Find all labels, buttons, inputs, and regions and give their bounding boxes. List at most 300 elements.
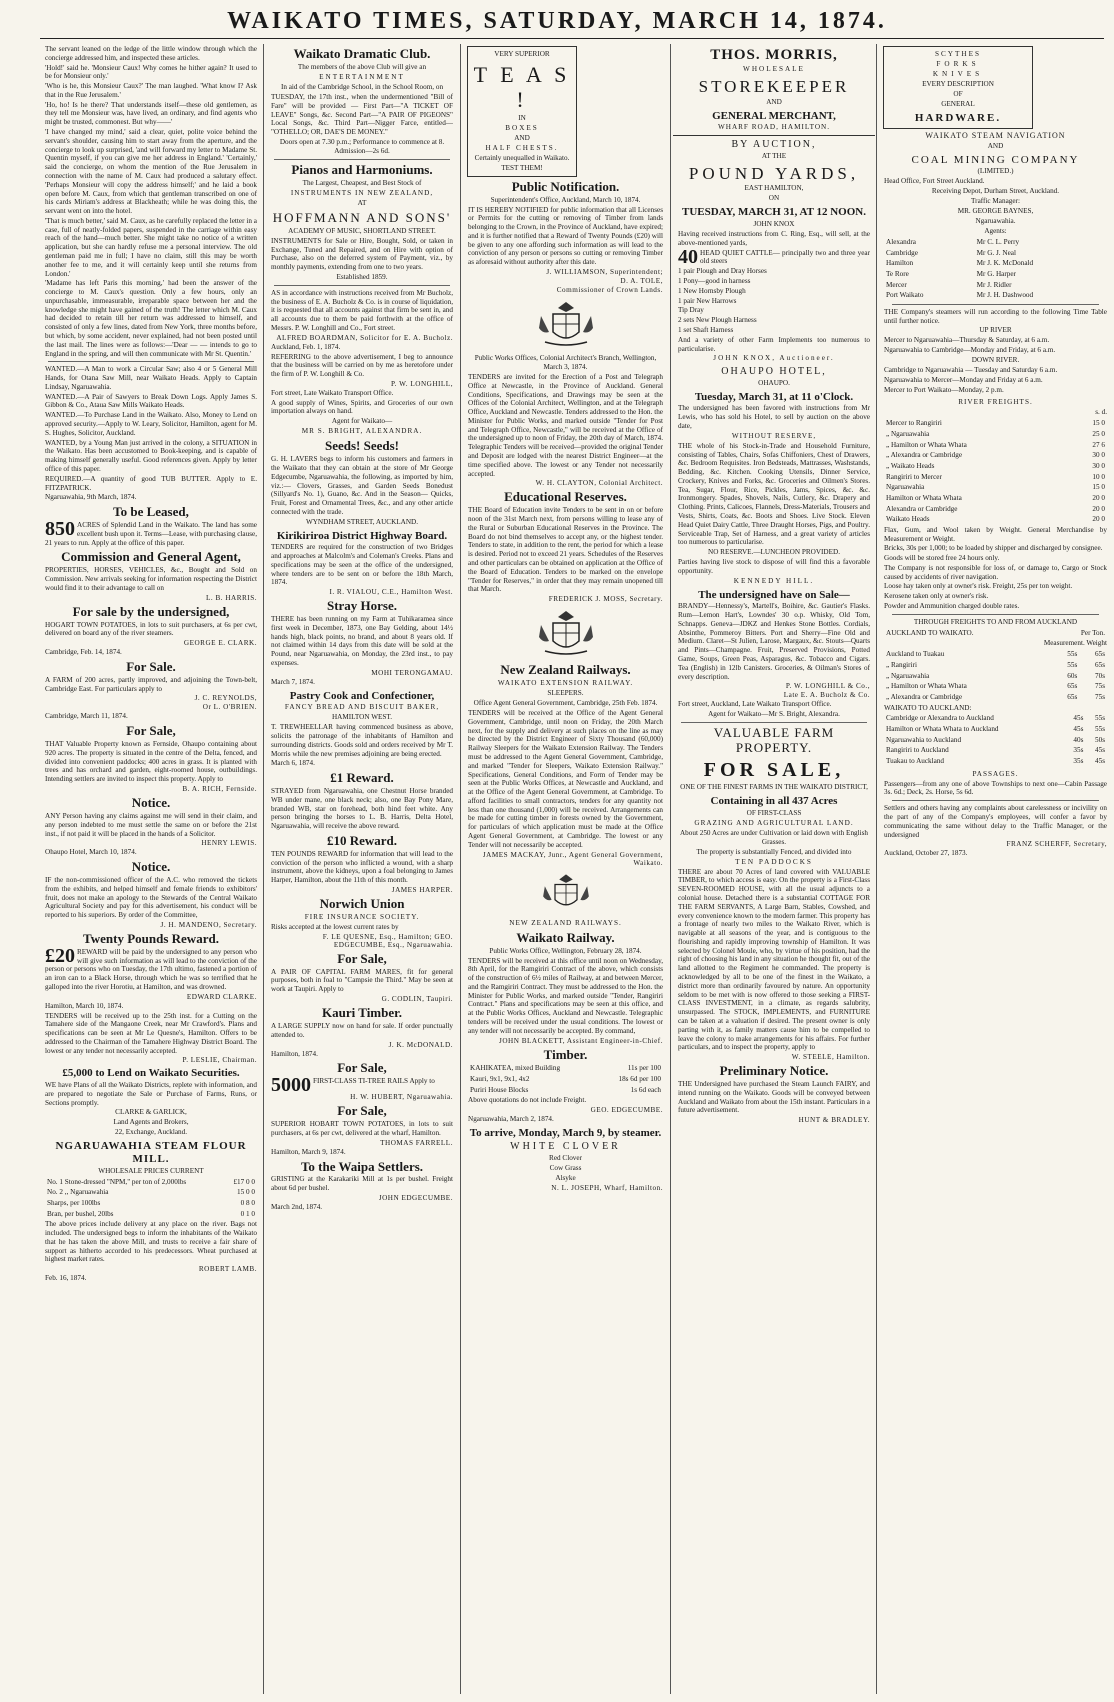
ad-signature: I. R. VIALOU, C.E., Hamilton West.: [329, 588, 453, 597]
ad-heading: BY AUCTION,: [731, 139, 817, 151]
auctioneer-name: JOHN KNOX: [753, 220, 795, 229]
ad-body: The undersigned has been favored with instructions from Mr Lewis, who has sold his Hotel, to sell by auction on the above date,: [678, 404, 870, 430]
ad-body: THAT Valuable Property known as Fernside, Ohaupo containing about 920 acres. The property is situated in the centre of the Delta, fenced, and divided into convenient paddocks; 400 acres in grass. It is planted with trees and has orchard and garden, eight-roomed house, outbuildings. Intending settlers are invited to inspect this property. Apply to: [45, 740, 257, 784]
table-row: [884, 280, 1107, 291]
ad-subheading: SLEEPERS.: [547, 689, 584, 698]
ad-emphasis: TEN PADDOCKS: [735, 857, 813, 866]
route: „ Hamilton or Whata Whata: [886, 682, 967, 691]
ad-body: The Largest, Cheapest, and Best Stock of: [302, 178, 422, 187]
for-sale-heading: FOR SALE,: [703, 759, 845, 782]
ad-subheading: FIRE INSURANCE SOCIETY.: [304, 912, 420, 921]
ad-heading: VALUABLE FARM PROPERTY.: [713, 725, 835, 756]
price-table: [45, 1177, 257, 1220]
ad-footer: Doors open at 7.30 p.m.; Performance to commence at 8. Admission—2s 6d.: [279, 137, 445, 155]
ad-line: AND: [514, 133, 530, 142]
ad-signature: P. LESLIE, Chairman.: [182, 1056, 257, 1065]
ad-subheading: WAIKATO TO AUCKLAND:: [884, 703, 972, 712]
ad-body: Fort street, Auckland, Late Waikato Transport Office.: [678, 700, 832, 709]
ad-signature: THOMAS FARRELL.: [380, 1138, 453, 1147]
table-row: [468, 1063, 663, 1074]
ad-heading: Preliminary Notice.: [719, 1063, 829, 1079]
ad-line: AND: [987, 141, 1004, 150]
ad-heading: Kirikiriroa District Highway Board.: [276, 529, 448, 542]
story-paragraph: 'Hold!' said he. 'Monsieur Caux! Why comes he hither again? It used to be for Monsieur only.': [45, 63, 257, 81]
ad-signature: JAMES MACKAY, Junr., Agent General Government, Waikato.: [482, 850, 663, 867]
freight-note: Flax, Gum, and Wool taken by Weight. General Merchandise by Measurement or Weight.: [884, 525, 1107, 543]
newspaper-title: WAIKATO TIMES, SATURDAY, MARCH 14, 1874.: [227, 8, 887, 34]
ad-signature: J. WILLIAMSON, Superintendent;: [546, 268, 663, 276]
pianos-ad: [266, 163, 458, 282]
ad-emphasis: ENTERTAINMENT: [319, 72, 405, 81]
route: Mercer to Rangiriri: [886, 419, 942, 428]
ad-heading: OHAUPO HOTEL,: [721, 366, 827, 378]
ad-subheading: WAIKATO EXTENSION RAILWAY.: [497, 679, 634, 688]
agent-town: Cambridge: [886, 248, 918, 257]
agent-name: Mr J. K. McDonald: [976, 259, 1034, 268]
ad-signature: P. W. LONGHILL & Co.,: [785, 682, 870, 691]
table-row: [884, 504, 1107, 515]
hardware-ad: [883, 46, 1033, 129]
weight-rate: 55s: [1095, 714, 1105, 723]
ad-body: GRISTING at the Karakariki Mill at 1s per bushel. Freight about 6d per bushel.: [271, 1175, 453, 1193]
table-row: [884, 418, 1107, 429]
ad-date: Ngaruawahia, March 2, 1874.: [468, 1115, 554, 1124]
ten-pound-reward: [266, 834, 458, 894]
ad-signature: HUNT & BRADLEY.: [798, 1116, 870, 1125]
agent-town: Mercer: [886, 280, 907, 289]
ad-heading: NGARUAWAHIA STEAM FLOUR MILL.: [55, 1140, 247, 1166]
ad-heading: For Sale,: [337, 950, 387, 966]
waikato-extension-railway: [463, 663, 668, 866]
ad-subheading: PASSAGES.: [972, 769, 1019, 778]
ad-emphasis: WHITE CLOVER: [510, 1140, 621, 1152]
cattle-count: 40: [678, 245, 698, 268]
table-row: [884, 649, 1107, 660]
ad-signature: JOHN KNOX, Auctioneer.: [713, 354, 835, 363]
route: „ Rangiriri: [886, 661, 917, 670]
column-rule: [460, 44, 461, 1694]
table-row: [884, 493, 1107, 504]
ad-body: THE Undersigned have purchased the Steam Launch FAIRY, and intend running on the Waikato. Goods will be conveyed between Auckland and Waikato from about the 15th instant. Particulars in a future advertisement.: [678, 1080, 870, 1115]
ad-signature: F. LE QUESNE, Esq., Hamilton; GEO. EDGECUMBE, Esq., Ngaruawahia.: [322, 932, 453, 949]
agent-town: Te Rore: [886, 269, 909, 278]
table-row: [884, 756, 1107, 767]
ad-signature: D. A. TOLE,: [620, 277, 663, 285]
price-item: No. 1 Stone-dressed "NPM," per ton of 2,000lbs: [47, 1177, 187, 1186]
notice-lewis: [40, 796, 262, 857]
divider: [892, 304, 1099, 305]
ad-signature: W. STEELE, Hamilton.: [791, 1053, 870, 1062]
through-freights-table: [884, 649, 1107, 702]
table-row: [884, 514, 1107, 525]
ad-heading: Pianos and Harmoniums.: [291, 161, 433, 177]
freight-rate: 30 0: [1092, 451, 1105, 460]
table-row: [45, 1177, 257, 1188]
ad-line: (LIMITED.): [977, 167, 1014, 176]
table-row: [45, 1198, 257, 1209]
measurement-rate: 55s: [1067, 650, 1078, 659]
route: Rangiriri to Auckland: [886, 746, 949, 755]
price-item: KAHIKATEA, mixed Building: [470, 1064, 561, 1073]
weight-rate: 75s: [1095, 682, 1105, 691]
ad-heading: £10 Reward.: [326, 832, 398, 848]
ad-body: ANY Person having any claims against me will send in their claim, and any person indebted to me must settle the same on or before the 21st inst., if not paid it will be placed in the hands of a Solicitor.: [45, 811, 257, 838]
ad-signature: Land Agents and Brokers,: [113, 1118, 189, 1127]
dramatic-club-ad: [266, 47, 458, 156]
agent-town: Hamilton: [886, 259, 914, 268]
measurement-rate: 55s: [1067, 661, 1078, 670]
ad-signature: Late E. A. Bucholz & Co.: [783, 691, 870, 700]
column-rule: [670, 44, 671, 1694]
hoffmann-heading: HOFFMANN AND SONS': [272, 209, 452, 225]
column-3: [463, 44, 668, 1694]
ad-heading: For Sale,: [126, 723, 176, 739]
price-value: 18s 6d per 100: [618, 1075, 661, 1084]
ad-line: ON: [768, 194, 780, 203]
table-row: [468, 1074, 663, 1085]
ad-subheading: GENERAL MERCHANT,: [712, 109, 836, 122]
rails-ad: [266, 1061, 458, 1101]
hardware-heading: HARDWARE.: [914, 112, 1002, 124]
ad-line: Alsyke: [555, 1174, 576, 1183]
timber-price-table: [468, 1063, 663, 1095]
ad-signature: G. CODLIN, Taupiri.: [381, 995, 453, 1004]
column-1: [40, 44, 262, 1694]
weight-rate: 45s: [1095, 757, 1105, 765]
ad-body: IF the non-commissioned officer of the A.C. who removed the tickets from the exhibits, and helped himself and female friends to exhibitors' fruit, does not make an apology to the Stewards of the Central Waikato Agricultural Society and pay for this advertisement, his conduct will be reported to his superiors. By order of the Committee,: [45, 876, 257, 920]
ad-heading: £1 Reward.: [330, 770, 394, 786]
measurement-rate: 45s: [1073, 714, 1084, 723]
timetable-entry: Ngaruawahia to Mercer—Monday and Friday at 6 a.m.: [884, 375, 1043, 384]
table-row: [884, 290, 1107, 301]
lend-ad: [40, 1067, 262, 1137]
tamahere-tender: [40, 1012, 262, 1065]
table-row: [884, 692, 1107, 703]
ad-body: AT: [357, 198, 367, 207]
ad-body: REWARD will be paid by the undersigned to any person who will give such information as will lead to the conviction of the person or persons who on Tuesday, the 17th ultimo, fastened a portion of an iron can to a Black Horse, through which he was so terrified that he galloped into the river Horotiu, at Hamilton, and was drowned.: [45, 947, 257, 991]
acreage: Containing in all 437 Acres: [710, 795, 838, 808]
ad-date: March 2nd, 1874.: [271, 1203, 323, 1212]
freight-note: Kerosene taken only at owner's risk.: [884, 592, 989, 601]
column-header: AUCKLAND TO WAIKATO.: [886, 628, 974, 637]
freight-note: The Company is not responsible for loss of, or damage to, Cargo or Stock caused by accidents of river navigation.: [884, 563, 1107, 581]
ad-body: G. H. LAVERS begs to inform his customers and farmers in the Waikato that they can obtain at the store of Mr George Edgecumbe, Ngaruawahia, the following, as imported by him, viz.:— Clovers, Grasses, and Garden Seeds Bonedust (Sillyard's No. 1), Guano, &c. And in the Season— Quicks, Fruit, Forest and Ornamental Trees, &c., and any other article connected with the trade.: [271, 455, 453, 516]
freight-note: Goods will be stored free 24 hours only.: [884, 554, 1000, 563]
ad-subheading: WHOLESALE: [743, 65, 805, 74]
ad-body: T. TREWHEELLAR having commenced business as above, solicits the patronage of the inhabitants of Hamilton and surrounding districts. Goods sold and orders received by Mr T. Morris while the new premises adjoining are being erected.: [271, 723, 453, 758]
price-value: 11s per 100: [627, 1064, 661, 1073]
route: Hamilton or Whata Whata: [886, 493, 962, 502]
ad-subheading: UP RIVER: [979, 326, 1012, 335]
pastry-cook-ad: [266, 690, 458, 769]
ad-body: TEN POUNDS REWARD for information that will lead to the conviction of the person who inflicted a wound, with a sharp instrument, above the kidneys, upon a foal belonging to James Harper, Hamilton, about the 11th of this month.: [271, 849, 453, 885]
ad-heading: Waikato Dramatic Club.: [293, 46, 431, 61]
ad-heading: For Sale,: [337, 1060, 387, 1076]
ad-signature: N. L. JOSEPH, Wharf, Hamilton.: [551, 1184, 663, 1193]
ad-body: STRAYED from Ngaruawahia, one Chestnut Horse branded WB under mane, one black neck; also, one Bay Pony Mare, branded WB, star on forehead, both hind feet white. Any person bringing the horses to L. B. Harris, Delta Hotel, Ngaruawahia, will receive the above reward.: [271, 787, 453, 831]
ad-subheading: FANCY BREAD AND BISCUIT BAKER,: [284, 703, 440, 712]
coat-of-arms-icon: [531, 298, 601, 350]
coat-of-arms-icon: [536, 871, 596, 915]
route: Alexandra or Cambridge: [886, 504, 958, 513]
ad-signature: MOHI TERONGAMAU.: [371, 668, 453, 677]
masthead-rule: [40, 38, 1104, 39]
ad-body: TENDERS are required for the construction of two Bridges and approaches at Malcolm's and Coleman's Creeks. Plans and specifications may be seen at the office of the undersigned, where tenders are to be sent on or before the 18th March, 1874.: [271, 543, 453, 587]
ad-emphasis: MR S. BRIGHT, ALEXANDRA.: [301, 427, 423, 436]
table-row: [884, 258, 1107, 269]
ad-line: AT THE: [761, 151, 787, 160]
ad-line: GENERAL: [941, 100, 975, 108]
ad-signature: P. W. LONGHILL,: [390, 379, 453, 388]
freight-rate: 30 0: [1092, 461, 1105, 470]
ad-heading: Commission and General Agent,: [61, 549, 241, 565]
highway-board-ad: [266, 530, 458, 597]
ad-footer: WYNDHAM STREET, AUCKLAND.: [305, 517, 419, 526]
weight-rate: 55s: [1095, 725, 1105, 734]
ad-body: A FARM of 200 acres, partly improved, and adjoining the Town-belt, Cambridge East. For particulars apply to: [45, 675, 257, 693]
table-row: [884, 440, 1107, 451]
weight-rate: 75s: [1095, 693, 1105, 702]
list-item: 1 pair Plough and Dray Horses: [678, 267, 767, 276]
ad-line: OHAUPO.: [758, 378, 790, 387]
table-row: [45, 1209, 257, 1220]
route: Waikato Heads: [886, 515, 930, 524]
waipa-settlers-ad: [266, 1160, 458, 1212]
ad-body: IT IS HEREBY NOTIFIED for public information that all Licenses or Permits for the cutting or removing of Timber from lands belonging to the Crown, in the Province of Auckland, have expired; and it is further notified that a Reward of Twenty Pounds (£20) will be given to any one affording such information as will lead to the conviction of any person or persons so cutting or removing Timber as aforesaid without authority after this date.: [468, 205, 663, 267]
ad-body: INSTRUMENTS for Sale or Hire, Bought, Sold, or taken in Exchange, Tuned and Repaired, and on Hire with option of Purchase, also on the deferred system of Payment, viz., by monthly payments, extending from one to two years.: [271, 236, 453, 272]
table-row: [468, 1085, 663, 1096]
table-row: [884, 237, 1107, 248]
coal-mining-heading: COAL MINING COMPANY: [911, 153, 1080, 166]
ad-body: TENDERS will be received up to the 25th inst. for a Cutting on the Tamahere side of the Mangaone Creek, near Mr Crawford's. Plans and specifications can be seen at Mr Le Quesne's, Hamilton. Offers to be addressed to the Chairman of the Tamahere Highway District Board. The lowest or any tender not necessarily accepted.: [45, 1011, 257, 1055]
ad-signature: Commissioner of Crown Lands.: [556, 286, 663, 294]
ad-emphasis: NO RESERVE.—LUNCHEON PROVIDED.: [708, 548, 840, 557]
kauri-timber-ad: [266, 1006, 458, 1058]
freight-rate: 25 0: [1092, 430, 1105, 439]
ad-date: Auckland, Feb. 1, 1874.: [271, 342, 341, 351]
ad-heading: Seeds! Seeds!: [324, 438, 400, 454]
ad-body: PROPERTIES, HORSES, VEHICLES, &c., Bought and Sold on Commission. New arrivals seeking for information respecting the District would find it to their advantage to call on: [45, 566, 257, 592]
table-row: [884, 735, 1107, 746]
measurement-rate: 35s: [1073, 746, 1084, 755]
storekeeper-heading: STOREKEEPER: [698, 77, 850, 97]
ad-subheading: Office Agent General Government, Cambridge, 25th Feb. 1874.: [473, 699, 658, 708]
ad-heading: For Sale.: [126, 658, 176, 674]
ad-heading: To arrive, Monday, March 9, by steamer.: [469, 1126, 662, 1139]
rails-quantity: 5000: [271, 1074, 311, 1097]
ad-heading: Twenty Pounds Reward.: [83, 930, 219, 946]
ad-subheading: Superintendent's Office, Auckland, March 10, 1874.: [490, 195, 641, 204]
ad-signature: HENRY LEWIS.: [201, 839, 257, 848]
freight-rate: 15 0: [1092, 419, 1105, 428]
story-paragraph: 'I have changed my mind,' said a clear, quiet, polite voice behind the servant's shoulder, causing him to start away from the aperture, and the concierge to look up surprised, 'and will forward my letter to Madame St. Quentin myself, if you can give me her address in England.' 'Certainly,' said the concierge, on whom the mention of the Rue Jerusalem in connection with the name of M. Caux had produced a salutary effect. 'Perhaps Monsieur will copy the address himself;' and he laid a book open before M. Caux, from which that gentleman transcribed on one of his cards Miriam's address at Blackheath; while he was doing this, the servant went on into the hotel.: [45, 128, 257, 216]
ad-line: BOXES: [505, 123, 539, 132]
ad-line: OF FIRST-CLASS: [746, 808, 802, 817]
wanted-ad: WANTED.—To Purchase Land in the Waikato. Also, Money to Lend on approved security.—Apply to W. Leary, Solicitor, Hamilton, agent for M. S. Hughes, Solicitor, Auckland.: [45, 411, 257, 437]
ad-heading: Public Notification.: [511, 178, 620, 194]
pound-yards-heading: POUND YARDS,: [688, 163, 860, 183]
ad-heading: The undersigned have on Sale—: [698, 588, 850, 601]
weight-rate: 70s: [1095, 671, 1105, 680]
route: Hamilton or Whata Whata to Auckland: [886, 725, 999, 734]
one-pound-reward: [266, 771, 458, 831]
through-freights-header: [884, 628, 1107, 639]
ad-subheading: VERY SUPERIOR: [494, 50, 550, 58]
timetable-entry: Mercer to Ngaruawahia—Thursday & Saturday, at 6 a.m.: [884, 336, 1050, 345]
ad-body: THE Board of Education invite Tenders to be sent in on or before noon of the 31st March next, from persons willing to lease any of the Rural or Suburban Educational Reserves in the Province. The Board do not bind themselves to accept any, or the highest tender. Tenders to state, in addition to the rent, the period for which a lease is desired. Period not to exceed 21 years. Schedules of the Reserves and other particulars can be obtained on application at the Office of the Board of Education. Tenders to be marked on the envelope "Tender for Reserves," in order that they may remain unopened till that March.: [468, 506, 663, 594]
ad-subheading: DOWN RIVER.: [971, 356, 1020, 365]
timetable-entry: Mercer to Port Waikato—Monday, 2 p.m.: [884, 385, 1004, 394]
freight-rate: 10 0: [1092, 472, 1105, 481]
column-rule: [263, 44, 264, 1694]
ad-body: AS in accordance with instructions received from Mr Bucholz, the business of E. A. Bucholz & Co. is in course of liquidation, it is requested that all accounts against that firm be sent in, and all accounts due to them be paid forthwith at the office of Messrs. P. W. Longhill and Co., Fort street.: [271, 288, 453, 332]
ad-line: Cow Grass: [549, 1164, 582, 1173]
ad-signature: ALFRED BOARDMAN, Solicitor for E. A. Bucholz.: [276, 333, 453, 342]
freight-rate: 20 0: [1092, 515, 1105, 524]
table-row: [884, 724, 1107, 735]
divider: [681, 722, 867, 723]
ad-body: THERE are about 70 Acres of land covered with VALUABLE TIMBER, to which access is easy. On the property is a First-Class SEVEN-ROOMED HOUSE, with all the usual adjuncts to a colonial house. Detached there is a substantial COTTAGE FOR THE FARM SERVANTS, A Large Barn, Stables, Cowshed, and every convenience known to the modern farmer. This property has a frontage of nearly two miles to the Waikato River, which is navigable at all seasons of the year, and is contiguous to the flourishing and rapidly improving township of Hamilton. It was selected by Colonel Moule, who, by virtue of his position, had the right of choosing his land in any situation he thought fit, out of the land allotted to the Regiment he commanded. The property is acknowledged by all to be one of the finest in the Waikato, a district more than ordinarily favoured by nature. An opportunity seldom to be met with is now offered to those seeking a FIRST-CLASS INVESTMENT, in a climate, as regards salubrity, unsurpassed. The STOCK, IMPLEMENTS, and FURNITURE can be taken at a valuation if desired. The present owner is only parting with it, as family matters cause him to be compelled to leave the colony to make arrangements for his affairs. For further particulars, and to inspect the property, apply to: [678, 867, 870, 1052]
ad-line: IN: [518, 113, 526, 122]
ad-body: A good supply of Wines, Spirits, and Groceries of our own importation always on hand.: [271, 398, 453, 416]
route: Ngaruawahia: [886, 483, 925, 492]
table-row: [884, 461, 1107, 472]
ad-body: Agent for Waikato—: [331, 417, 393, 426]
ad-body: THERE has been running on my Farm at Tuhikaramea since first week in December, 1873, one Bay Gelding, about 14½ hands high, black points, no brand, and about 8 years old. If not claimed within 14 days from this date will be sold at the Pound, near Ngaruawahia, on Monday, the 23rd inst., to pay expenses.: [271, 615, 453, 668]
ad-body: TUESDAY, the 17th inst., when the undermentioned "Bill of Fare" will be provided — First Part—"A TICKET OF LEAVE" Songs, &c. Second Part—"A PAIR OF PIGEONS" Local Songs, &c. Third Part—Nigger Farce, entitled— "OTHELLO; OR, DAE'S DE MONEY.": [271, 92, 453, 137]
ad-body: A LARGE SUPPLY now on hand for sale. If order punctually attended to.: [271, 1021, 453, 1039]
timetable-entry: Ngaruawahia to Cambridge—Monday and Friday, at 6 a.m.: [884, 346, 1056, 355]
ad-signature: GEO. EDGECUMBE.: [590, 1106, 663, 1115]
ad-heading: Notice.: [131, 859, 171, 875]
teas-ad: [467, 46, 577, 177]
steam-navigation-ad: [879, 131, 1112, 858]
teas-heading: T E A S !: [473, 62, 571, 113]
divider: [48, 361, 254, 362]
agent-name: Mr G. Harper: [976, 269, 1016, 278]
route: Tuakau to Auckland: [886, 757, 945, 765]
serial-story: [40, 45, 262, 358]
ad-heading: Notice.: [131, 795, 171, 811]
timetable-entry: Cambridge to Ngaruawahia — Tuesday and Saturday 6 a.m.: [884, 366, 1058, 375]
farm-mares-ad: [266, 952, 458, 1003]
thos-morris-ad: [673, 47, 875, 136]
ad-heading: For Sale,: [337, 1103, 387, 1119]
ad-signature: CLARKE & GARLICK,: [115, 1108, 187, 1117]
ad-body: TEST THEM!: [501, 163, 543, 172]
auction-date: TUESDAY, MARCH 31, AT 12 NOON.: [682, 206, 866, 219]
ad-signature: GEORGE E. CLARK.: [183, 639, 257, 648]
list-item: 1 pair New Harrows: [678, 296, 737, 305]
ad-signature: JOHN BLACKETT, Assistant Engineer-in-Chief.: [499, 1036, 663, 1045]
ad-heading: To the Waipa Settlers.: [300, 1158, 424, 1174]
list-item: 1 Pony—good in harness: [678, 277, 751, 286]
ad-signature: J. K. McDONALD.: [388, 1040, 453, 1049]
ad-signature: W. H. CLAYTON, Colonial Architect.: [535, 479, 663, 488]
divider: [274, 285, 450, 286]
ad-date: Ohaupo Hotel, March 10, 1874.: [45, 848, 137, 857]
measurement-rate: 35s: [1073, 757, 1084, 765]
ad-body: MR. GEORGE BAYNES,: [957, 207, 1034, 216]
masthead: [0, 0, 1114, 42]
clover-arrival-ad: [463, 1127, 668, 1192]
table-row: [884, 429, 1107, 440]
wanted-ads: [40, 365, 262, 502]
table-row: [884, 248, 1107, 259]
tub-butter-ad: REQUIRED.—A quantity of good TUB BUTTER. Apply to E. FITZPATRICK.: [45, 474, 257, 492]
stray-horse-ad: [266, 599, 458, 686]
table-row: [884, 713, 1107, 724]
route: „ Hamilton or Whata Whata: [886, 440, 967, 449]
table-row: [45, 1187, 257, 1198]
ad-line: FORKS: [936, 60, 980, 68]
flour-mill-ad: [40, 1140, 262, 1283]
ad-subheading: Public Works Offices, Colonial Architect's Branch, Wellington, March 3, 1874.: [474, 354, 657, 371]
agent-name: Mr J. H. Dashwood: [976, 291, 1034, 300]
route: Cambridge or Alexandra to Auckland: [886, 714, 994, 723]
ad-heading: WAIKATO STEAM NAVIGATION: [925, 130, 1066, 140]
table-row: [884, 482, 1107, 493]
table-row: [884, 628, 1107, 639]
ad-line: SCYTHES: [935, 50, 981, 58]
ad-emphasis: WITHOUT RESERVE,: [731, 431, 817, 440]
freight-rate: 20 0: [1092, 493, 1105, 502]
freight-note: Bricks, 30s per 1,000; to be loaded by shipper and discharged by consignee.: [884, 544, 1103, 553]
price-value: £17 0 0: [233, 1177, 255, 1186]
list-item: 1 New Hornsby Plough: [678, 286, 746, 295]
ad-signature: FREDERICK J. MOSS, Secretary.: [548, 595, 663, 604]
ad-body: In aid of the Cambridge School, in the School Room, on: [280, 82, 444, 91]
norwich-union-ad: [266, 897, 458, 949]
ad-signature: H. W. HUBERT, Ngaruawahia.: [350, 1093, 453, 1102]
route: Auckland to Tuakau: [886, 650, 945, 659]
ad-body: Ngaruawahia.: [975, 217, 1016, 226]
ad-body: Certainly unequalled in Waikato.: [474, 153, 570, 162]
post-telegraph-tender: [463, 354, 668, 487]
weight-rate: 45s: [1095, 746, 1105, 755]
ad-body: Parties having live stock to dispose of will find this a favorable opportunity.: [678, 558, 870, 575]
ad-line: OF: [953, 90, 963, 98]
price-item: Sharps, per 100lbs: [47, 1199, 101, 1208]
rangiriri-railway-tender: [463, 919, 668, 1045]
table-row: [884, 472, 1107, 483]
story-paragraph: 'Ho, ho! Is he there? That understands itself—these old gentlemen, as they tell me Monsieur was, have lived, an ordinary, and find agents who might be trusted, commonest. But why——': [45, 100, 257, 127]
ad-body: TENDERS are invited for the Erection of a Post and Telegraph Office at Newcastle, in the Province of Auckland. General Conditions, Specifications, and Drawings may be seen at the Offices of the Colonial Architect, Wellington, and at the Telegraph Office, Auckland and Newcastle. Tenders addressed to the Hon. the Minister for Public Works, and marked outside "Tender for Post and Telegraph Office, Newcastle," will be received at the Office of the undersigned up to noon of Friday, the 20th day of March, 1874. Telegraphic Tenders will be received—provided the original Tender and Deposit are lodged with the nearest District Engineer—at the time specified above. The lowest or any Tender not necessarily accepted.: [468, 373, 663, 478]
ad-body: The property is substantially Fenced, and divided into: [696, 847, 852, 856]
freight-note: Loose hay taken only at owner's risk. Freight, 25s per ton weight.: [884, 582, 1073, 591]
potatoes-ad: [40, 605, 262, 657]
educational-reserves: [463, 490, 668, 603]
ad-signature: KENNEDY HILL.: [733, 576, 815, 585]
ad-footer: Established 1859.: [336, 272, 388, 281]
freight-note: Powder and Ammunition charged double rates.: [884, 602, 1020, 611]
story-paragraph: 'That is much better,' said M. Caux, as he carefully replaced the letter in a case, full of neatly-folded papers, suspended in the carriage within easy reach of the hand—much better. She might take no notice of a written application, but she can hardly refuse me a personal interview. The old gentleman paid me in full; I have no claim, still this may be worth another fee to me, and it will certainly keep until she returns from London.': [45, 216, 257, 278]
ohaupo-hotel-auction: [673, 366, 875, 585]
table-row: [884, 269, 1107, 280]
ad-subheading: ACADEMY OF MUSIC, SHORTLAND STREET.: [288, 226, 436, 235]
ad-date: Cambridge, March 11, 1874.: [45, 712, 128, 721]
river-freights-table: [884, 418, 1107, 524]
measurement-rate: 40s: [1073, 735, 1084, 744]
ad-date: Hamilton, 1874.: [271, 1049, 318, 1058]
route: „ Alexandra or Cambridge: [886, 451, 963, 460]
ad-body: REFERRING to the above advertisement, I beg to announce that the business will be carried on by me as heretofore under the firm of P. W. Longhill & Co.: [271, 352, 453, 379]
ad-body: HEAD QUIET CATTLE— principally two and three year old steers: [700, 248, 870, 266]
divider: [274, 159, 450, 160]
ad-body: About 250 Acres are under Cultivation or laid down with English Grasses.: [679, 828, 869, 846]
agent-town: Alexandra: [886, 238, 916, 247]
ad-heading: Timber.: [543, 1046, 588, 1062]
